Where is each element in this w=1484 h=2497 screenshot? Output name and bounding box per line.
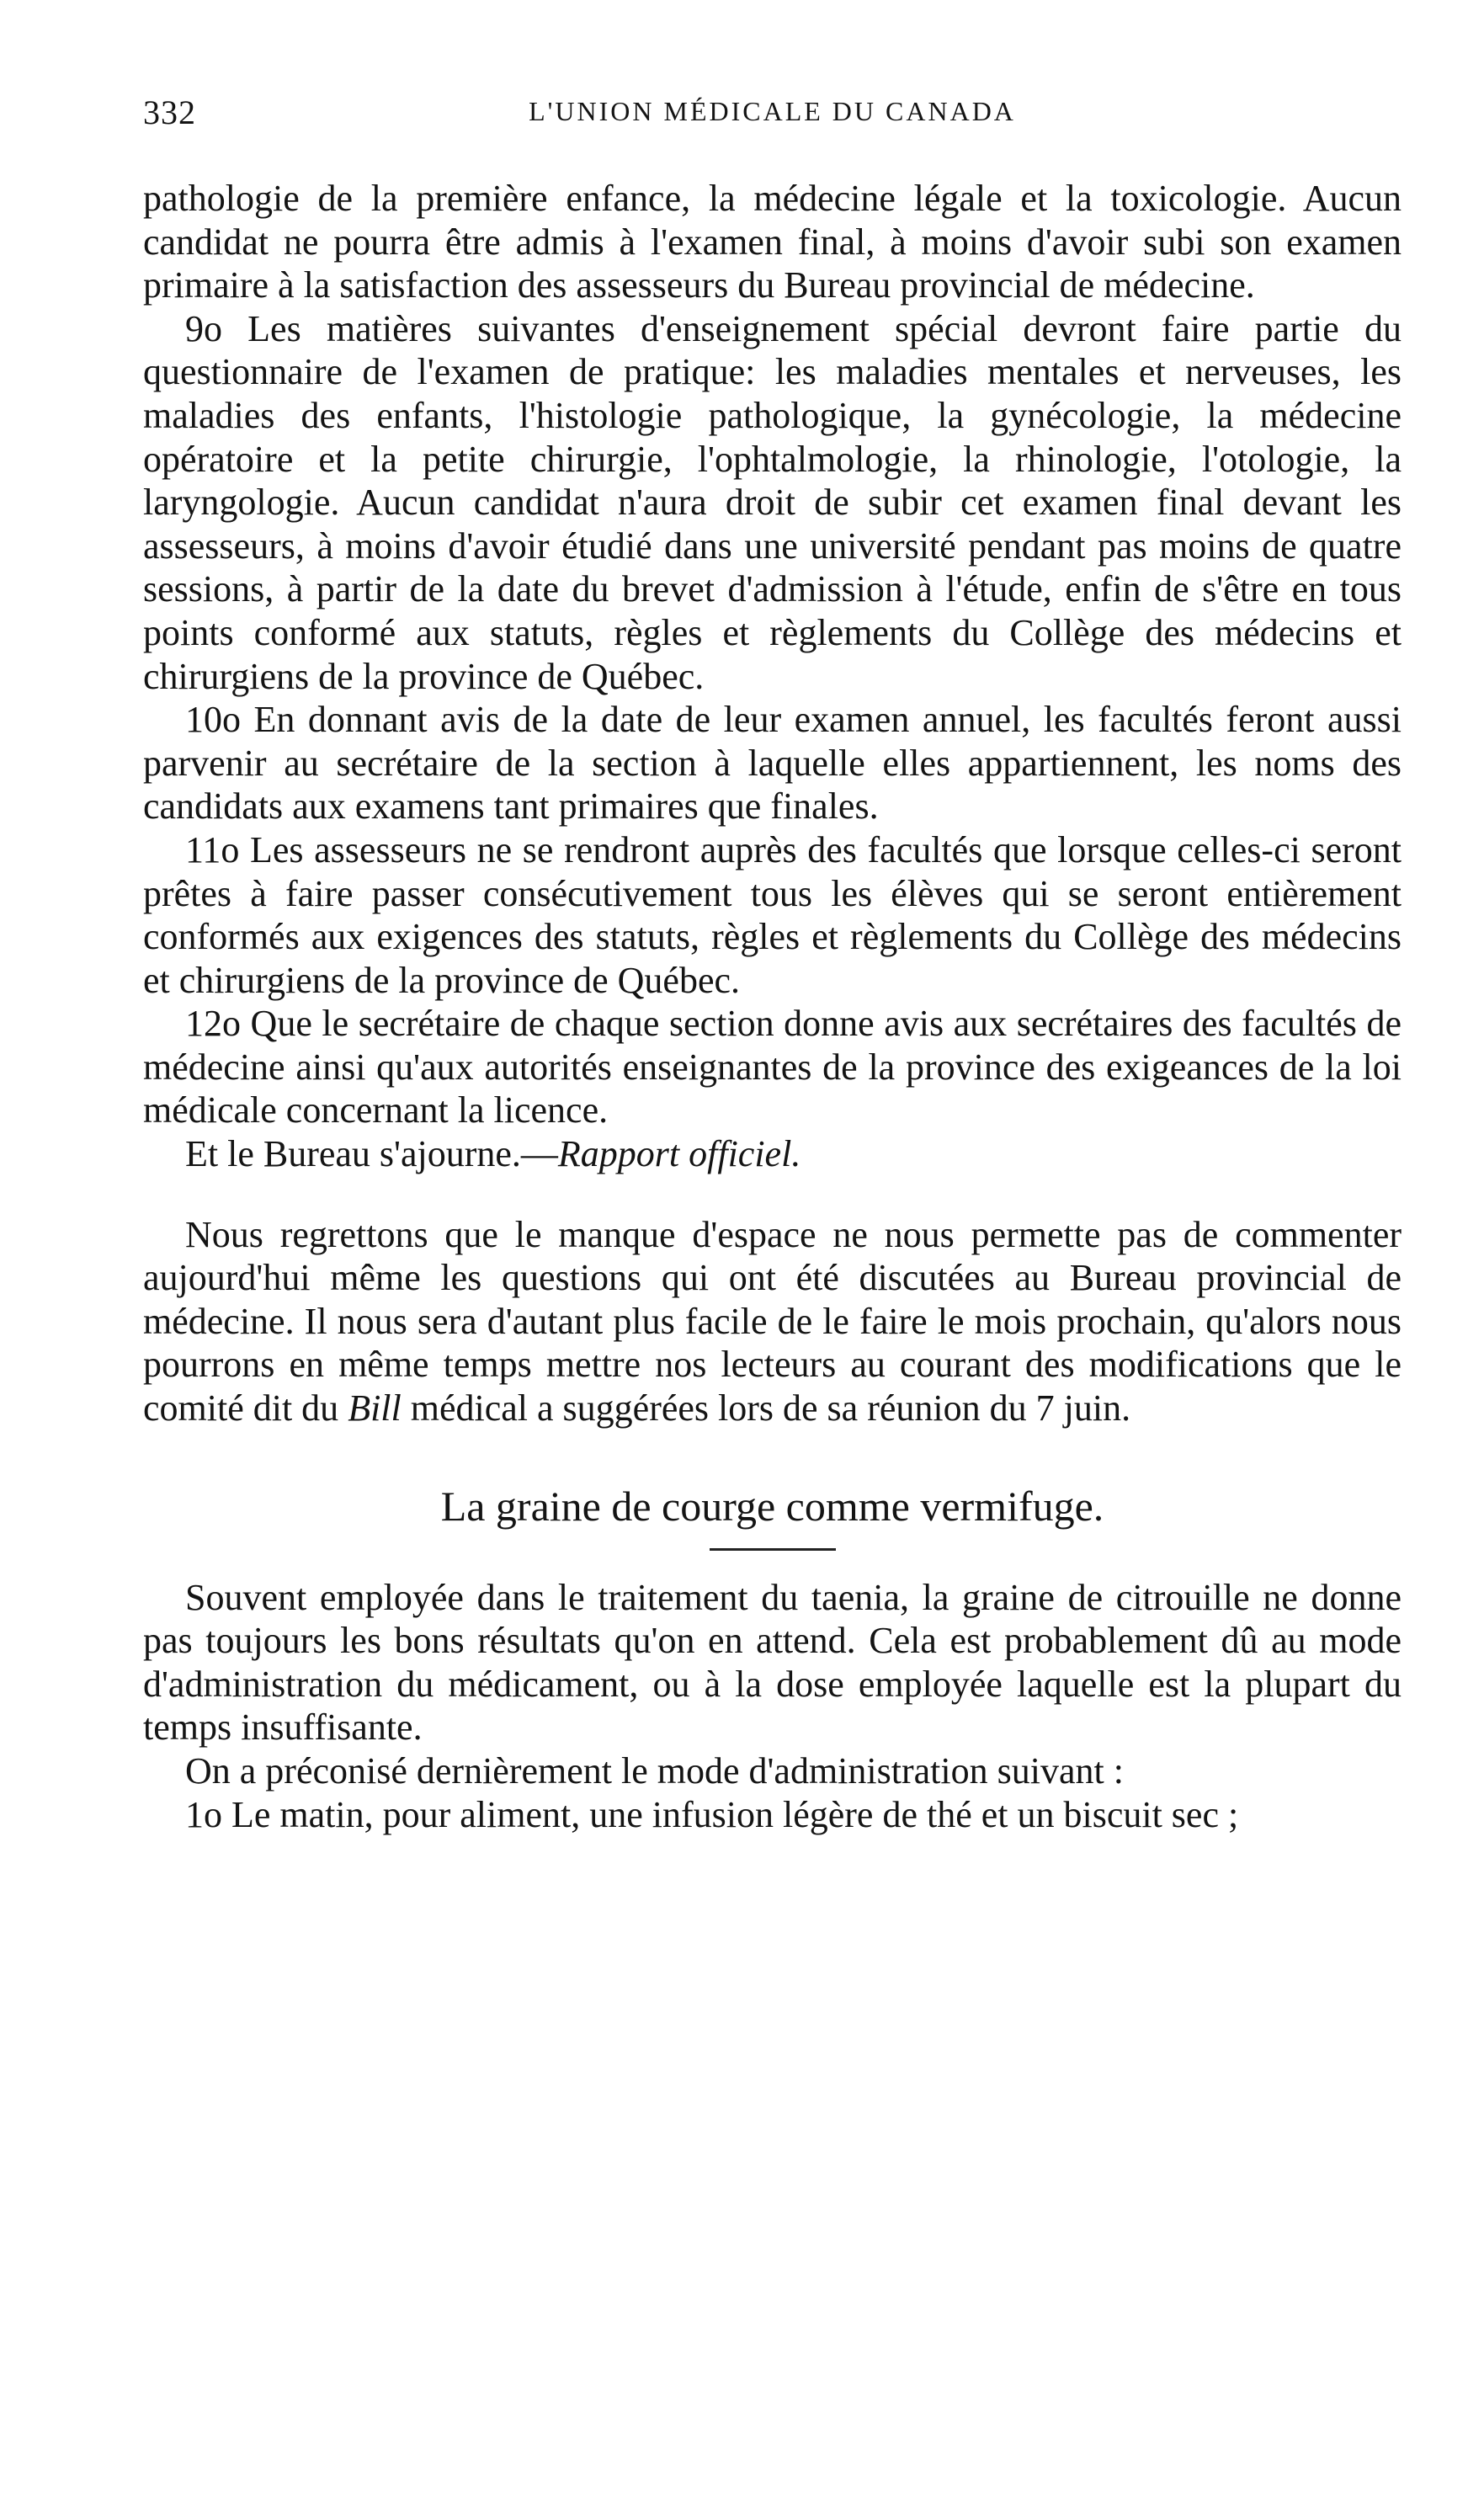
- closing-text: Et le Bureau s'ajourne.—: [185, 1133, 558, 1175]
- section-rule: [710, 1548, 836, 1551]
- running-header: [143, 93, 1402, 143]
- journal-title: L'UNION MÉDICALE DU CANADA: [529, 96, 1016, 126]
- journal-page: [143, 0, 1402, 2497]
- paragraph-gap: [143, 1176, 1402, 1213]
- paragraph-item-11: 11o Les assesseurs ne se rendront auprès des facultés que lorsque celles-ci seront prêtes à faire passer consécutivement tous les élèves qui se seront entièrement conformés aux exigences des statuts, règles et règlements du Collège des médecins et chirurgiens de la province de Québec.: [143, 828, 1402, 1001]
- section-paragraph-3: 1o Le matin, pour aliment, une infusion légère de thé et un biscuit sec ;: [185, 1793, 1239, 1835]
- editorial-text-end: médical a suggérées lors de sa réunion du 7 juin.: [401, 1387, 1131, 1430]
- body-text: [143, 177, 1402, 1836]
- closing-line: [143, 1132, 1402, 1176]
- editorial-bill: Bill: [348, 1387, 402, 1430]
- section-paragraph-2: On a préconisé dernièrement le mode d'administration suivant :: [185, 1750, 1124, 1792]
- paragraph-item-10: 10o En donnant avis de la date de leur examen annuel, les facultés feront aussi parvenir au secrétaire de la section à laquelle elles appartiennent, les noms des candidats aux examens tant primaires que finales.: [143, 699, 1402, 828]
- closing-source: Rapport officiel.: [557, 1133, 801, 1175]
- paragraph-continuation: pathologie de la première enfance, la médecine légale et la toxicologie. Aucun candidat ne pourra être admis à l'examen final, à moins d'avoir subi son examen primaire à la satisfaction des assesseurs du Bureau provincial de médecine.: [143, 178, 1402, 306]
- editorial-note: [143, 1213, 1402, 1430]
- paragraph-item-9: 9o Les matières suivantes d'enseignement spécial devront faire partie du questionnaire de l'examen de pratique: les maladies mentales et nerveuses, les maladies des enfants, l'histologie pathologique, la gynécologie, la médecine opératoire et la petite chirurgie, l'ophtalmologie, la rhinologie, l'otologie, la laryngologie. Aucun candidat n'aura droit de subir cet examen final devant les assesseurs, à moins d'avoir étudié dans une université pendant pas moins de quatre sessions, à partir de la date du brevet d'admission à l'étude, enfin de s'être en tous points conformé aux statuts, règles et règlements du Collège des médecins et chirurgiens de la province de Québec.: [143, 307, 1402, 697]
- section-paragraph-1: Souvent employée dans le traitement du taenia, la graine de citrouille ne donne pas toujours les bons résultats qu'on en attend. Cela est probablement dû au mode d'administration du médicament, ou à la dose employée laquelle est la plupart du temps insuffisante.: [143, 1576, 1402, 1749]
- page-number: 332: [143, 93, 196, 131]
- editorial-text-start: Nous regrettons que le manque d'espace ne nous permette pas de commenter aujourd'hui même les questions qui ont été discutées au Bureau provincial de médecine. Il nous sera d'autant plus facile de le faire le mois prochain, qu'alors nous pourrons en même temps mettre nos lecteurs au courant des modifications que le comité dit du: [143, 1213, 1402, 1430]
- paragraph-item-12: 12o Que le secrétaire de chaque section donne avis aux secrétaires des facultés de médecine ainsi qu'aux autorités enseignantes de la province des exigeances de la loi médicale concernant la licence.: [143, 1003, 1402, 1131]
- section-title: La graine de courge comme vermifuge.: [440, 1482, 1104, 1530]
